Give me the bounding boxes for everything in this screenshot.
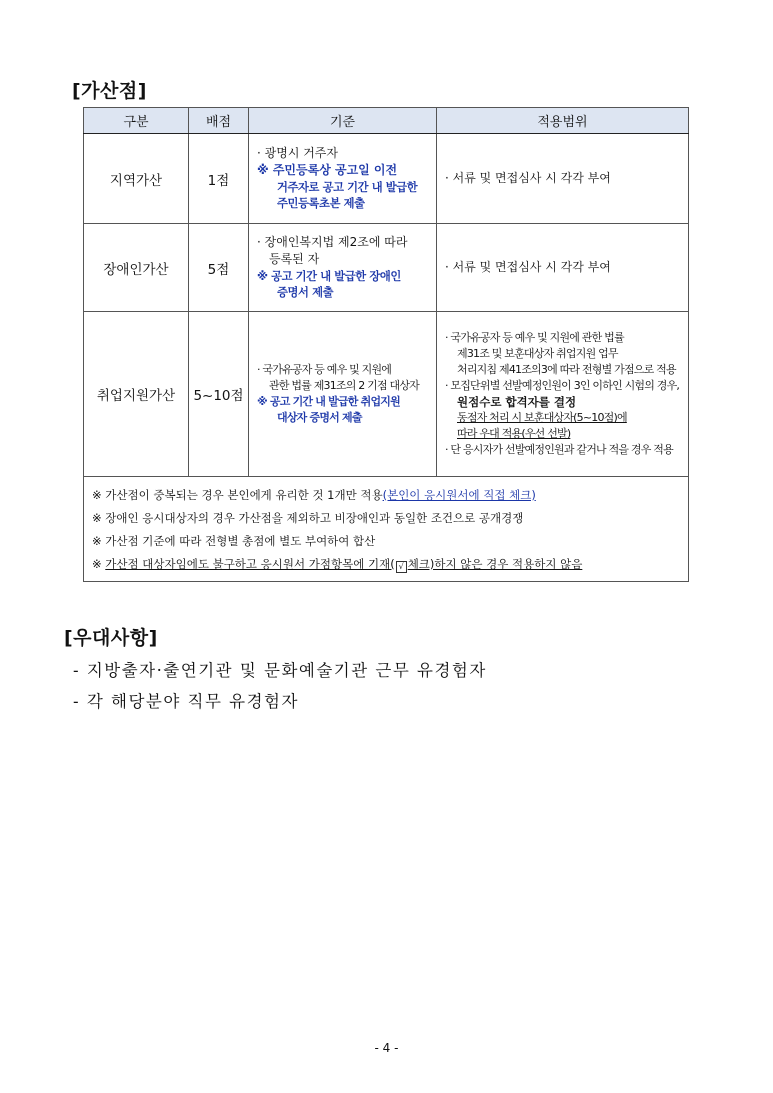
scope-line: 원점수로 합격자를 결정 — [457, 394, 577, 409]
notes-row — [84, 477, 689, 582]
criteria-note-line: 대상자 증명서 제출 — [277, 410, 362, 424]
criteria-note-line: ※ 주민등록상 공고일 이전 — [257, 163, 398, 178]
table-row — [84, 312, 689, 477]
scope-line: · 단 응시자가 선발예정인원과 같거나 적을 경우 적용 — [445, 443, 673, 457]
row-category: 장애인가산 — [84, 224, 189, 312]
row-criteria — [249, 134, 437, 224]
row-criteria — [249, 224, 437, 312]
header-criteria: 기준 — [249, 108, 437, 134]
row-scope — [437, 312, 689, 477]
criteria-line: · 국가유공자 등 예우 및 지원에 — [257, 363, 392, 377]
header-category: 구분 — [84, 108, 189, 134]
bonus-section-title: [가산점] — [72, 80, 147, 102]
preference-section-title: [우대사항] — [64, 627, 158, 649]
table-row — [84, 224, 689, 312]
page-number: - 4 - — [374, 1041, 399, 1055]
row-points: 5점 — [189, 224, 249, 312]
note-text-b: 체크)하지 않은 경우 적용하지 않음 — [407, 557, 583, 571]
note-self-check-text: (본인이 응시원서에 직접 체크) — [382, 488, 536, 502]
criteria-note-line: 주민등록초본 제출 — [277, 196, 365, 210]
preference-item: - 지방출자·출연기관 및 문화예술기관 근무 유경험자 — [73, 661, 487, 680]
note-text: ※ 가산점이 중복되는 경우 본인에게 유리한 것 1개만 적용 — [92, 488, 383, 502]
criteria-note-line: ※ 공고 기간 내 발급한 장애인 — [257, 269, 401, 283]
row-criteria — [249, 312, 437, 477]
bonus-points-table — [83, 107, 689, 582]
row-points: 5~10점 — [189, 312, 249, 477]
scope-line: · 모집단위별 선발예정인원이 3인 이하인 시험의 경우, — [445, 378, 680, 392]
row-scope: · 서류 및 면접심사 시 각각 부여 — [437, 224, 689, 312]
header-points: 배점 — [189, 108, 249, 134]
criteria-line: 관한 법률 제31조의 2 기점 대상자 — [269, 379, 419, 393]
preference-item: - 각 해당분야 직무 유경험자 — [73, 692, 299, 711]
criteria-line: · 장애인복지법 제2조에 따라 — [257, 234, 408, 249]
note-mark: ※ — [92, 557, 102, 571]
scope-line: 제31조 및 보훈대상자 취업지원 업무 — [457, 346, 618, 360]
criteria-note-line: 거주자로 공고 기간 내 발급한 — [277, 180, 418, 194]
scope-line: 처리지침 제41조의3에 따라 전형별 가점으로 적용 — [457, 362, 676, 376]
row-category: 지역가산 — [84, 134, 189, 224]
note-item: ※ 장애인 응시대상자의 경우 가산점을 제외하고 비장애인과 동일한 조건으로 공개경쟁 — [92, 511, 524, 525]
note-text — [105, 557, 582, 571]
criteria-line: · 광명시 거주자 — [257, 145, 338, 160]
scope-line: · 국가유공자 등 예우 및 지원에 관한 법률 — [445, 330, 624, 344]
notes-cell — [84, 477, 689, 582]
scope-line: 동점자 처리 시 보훈대상자(5~10점)에 — [457, 411, 627, 425]
criteria-note-line: ※ 공고 기간 내 발급한 취업지원 — [257, 395, 400, 408]
table-row — [84, 134, 689, 224]
scope-line: 따라 우대 적용(우선 선발) — [457, 427, 571, 441]
criteria-note-line: 증명서 제출 — [277, 285, 334, 299]
checkbox-icon: √ — [396, 561, 407, 573]
row-category: 취업지원가산 — [84, 312, 189, 477]
row-scope: · 서류 및 면접심사 시 각각 부여 — [437, 134, 689, 224]
note-item: ※ 가산점 기준에 따라 전형별 총점에 별도 부여하여 합산 — [92, 534, 376, 548]
table-header-row — [84, 108, 689, 134]
row-points: 1점 — [189, 134, 249, 224]
criteria-line: 등록된 자 — [269, 252, 320, 267]
note-item — [92, 553, 678, 576]
note-text-a: 가산점 대상자임에도 불구하고 응시원서 가점항목에 기재( — [105, 557, 395, 571]
header-scope: 적용범위 — [437, 108, 689, 134]
note-item — [92, 484, 678, 507]
